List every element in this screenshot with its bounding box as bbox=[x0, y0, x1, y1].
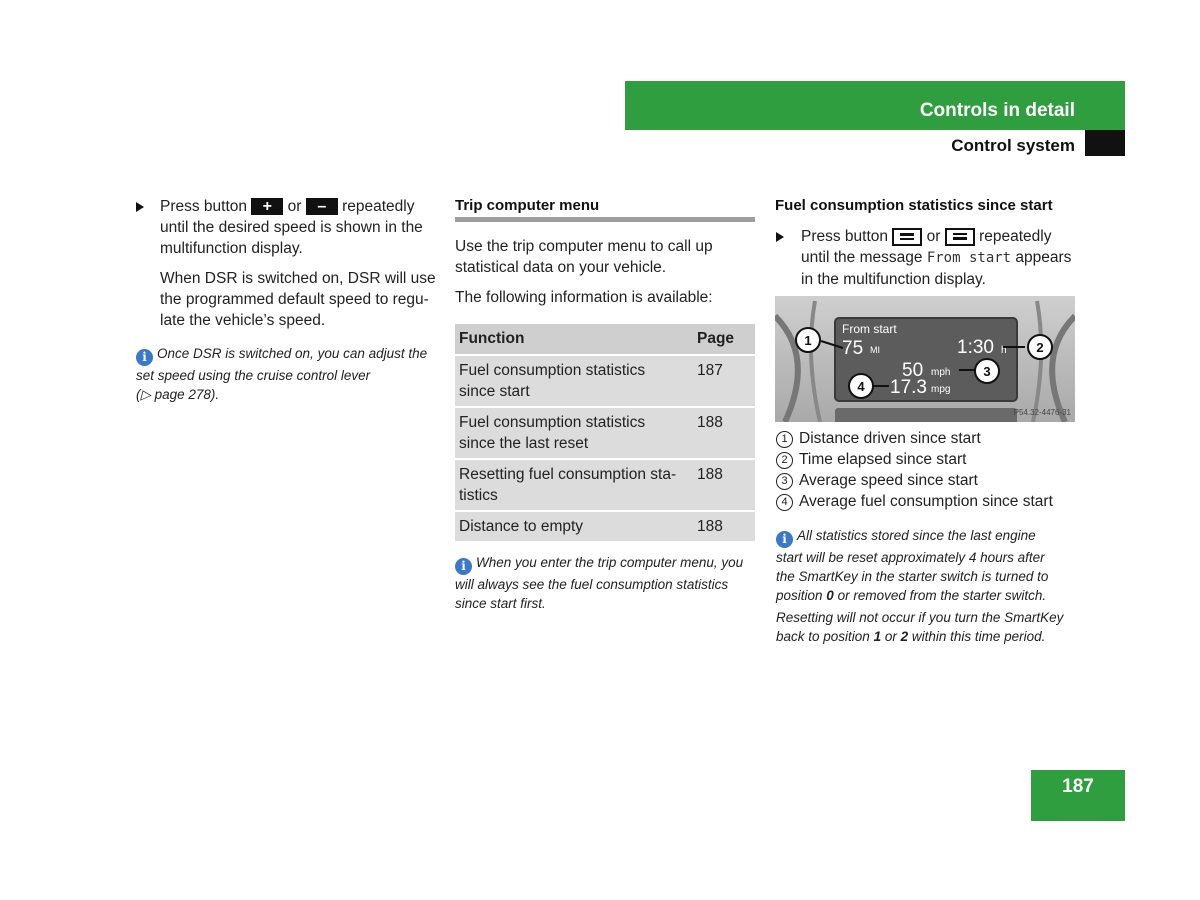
bullet-arrow-icon bbox=[776, 232, 784, 242]
info-icon: i bbox=[776, 531, 793, 548]
step-text: Press button bbox=[160, 198, 248, 215]
trip-menu-title: Trip computer menu bbox=[455, 197, 600, 214]
header-function: Function bbox=[455, 324, 693, 354]
note-line: When you enter the trip computer menu, you bbox=[476, 555, 744, 570]
step-or: or bbox=[926, 228, 941, 245]
note-line: back to position bbox=[776, 629, 874, 644]
display-distance: 75 bbox=[842, 338, 864, 359]
legend-text: Time elapsed since start bbox=[799, 451, 967, 468]
para-line: late the vehicle’s speed. bbox=[160, 312, 326, 329]
intro-line: statistical data on your vehicle. bbox=[455, 259, 667, 276]
cell-page: 188 bbox=[693, 460, 755, 510]
legend-item bbox=[776, 491, 1096, 512]
cell-page: 188 bbox=[693, 512, 755, 541]
step-line: multifunction display. bbox=[160, 240, 303, 257]
header-page: Page bbox=[693, 324, 755, 354]
note-line: start will be reset approximately 4 hours after bbox=[776, 550, 1045, 565]
plus-button-icon: + bbox=[251, 198, 283, 215]
step-text: Press button bbox=[801, 228, 889, 245]
cell-function bbox=[455, 356, 693, 406]
note-line: since start first. bbox=[455, 596, 546, 611]
note-line: or removed from the starter switch. bbox=[833, 588, 1047, 603]
display-fuel-unit: mpg bbox=[931, 384, 951, 395]
callout-1: 1 bbox=[804, 333, 812, 348]
display-fuel: 17.3 bbox=[890, 377, 927, 398]
col1-note bbox=[136, 344, 446, 404]
note-line: or bbox=[881, 629, 901, 644]
position-value: 0 bbox=[826, 588, 834, 603]
cell-function bbox=[455, 408, 693, 458]
cell-line: Fuel consumption statistics bbox=[459, 362, 646, 379]
step-line: appears bbox=[1015, 249, 1072, 266]
bullet-arrow-icon bbox=[136, 202, 144, 212]
note-line: Resetting will not occur if you turn the SmartKey bbox=[776, 610, 1064, 625]
cell-line: Distance to empty bbox=[459, 518, 584, 535]
cell-function bbox=[455, 460, 693, 510]
subsection-title: Control system bbox=[951, 136, 1075, 155]
step-text-post: repeatedly bbox=[342, 198, 415, 215]
note-line: (▷ page 278). bbox=[136, 387, 220, 402]
table-row bbox=[455, 512, 755, 541]
intro-line: Use the trip computer menu to call up bbox=[455, 238, 713, 255]
col3-note2 bbox=[776, 608, 1096, 646]
display-header: From start bbox=[842, 322, 897, 336]
note-line: set speed using the cruise control lever bbox=[136, 368, 371, 383]
position-value: 2 bbox=[900, 629, 909, 644]
legend-number: 2 bbox=[776, 452, 793, 469]
step-line: until the message bbox=[801, 249, 923, 266]
display-speed-unit: mph bbox=[931, 367, 951, 378]
step-line: until the desired speed is shown in the bbox=[160, 219, 423, 236]
cell-page: 187 bbox=[693, 356, 755, 406]
title-rule bbox=[455, 217, 755, 222]
display-distance-unit: MI bbox=[870, 345, 880, 355]
legend-item bbox=[776, 449, 1096, 470]
para-line: When DSR is switched on, DSR will use bbox=[160, 270, 436, 287]
cell-function bbox=[455, 512, 693, 541]
page-number: 187 bbox=[1031, 770, 1125, 821]
legend-item bbox=[776, 470, 1096, 491]
legend-item bbox=[776, 428, 1096, 449]
instrument-display-illustration bbox=[775, 296, 1075, 422]
legend-number: 3 bbox=[776, 473, 793, 490]
table-header-row bbox=[455, 324, 755, 354]
note-line: All statistics stored since the last engine bbox=[797, 528, 1036, 543]
cell-page: 188 bbox=[693, 408, 755, 458]
note-line: the SmartKey in the starter switch is turned to bbox=[776, 569, 1049, 584]
para-line: the programmed default speed to regu- bbox=[160, 291, 429, 308]
col1-paragraph bbox=[160, 268, 450, 331]
table-row bbox=[455, 356, 755, 406]
display-svg bbox=[775, 296, 1075, 422]
legend-number: 4 bbox=[776, 494, 793, 511]
display-message: From start bbox=[926, 250, 1012, 266]
note-line: position bbox=[776, 588, 827, 603]
col3-note bbox=[776, 526, 1096, 605]
step-line: in the multifunction display. bbox=[801, 271, 986, 288]
section-title: Controls in detail bbox=[919, 100, 1075, 121]
callout-4: 4 bbox=[857, 379, 865, 394]
position-value: 1 bbox=[873, 629, 882, 644]
display-time: 1:30 bbox=[957, 337, 994, 358]
display-speed: 50 bbox=[902, 360, 924, 381]
note-line: will always see the fuel consumption statistics bbox=[455, 577, 729, 592]
legend-number: 1 bbox=[776, 431, 793, 448]
table-row bbox=[455, 460, 755, 510]
info-icon: i bbox=[455, 558, 472, 575]
trip-intro bbox=[455, 236, 755, 278]
cell-line: since start bbox=[459, 383, 530, 400]
legend-list bbox=[776, 428, 1096, 512]
step-or: or bbox=[287, 198, 302, 215]
col2-note bbox=[455, 553, 765, 613]
minus-button-icon: – bbox=[306, 198, 338, 215]
image-code: P54.32-4476-31 bbox=[1013, 408, 1071, 417]
legend-text: Average fuel consumption since start bbox=[799, 493, 1053, 510]
note-line: within this time period. bbox=[908, 629, 1046, 644]
col3-step bbox=[776, 226, 1086, 290]
callout-2: 2 bbox=[1036, 340, 1044, 355]
display-down-button-icon bbox=[945, 228, 975, 246]
col1-step bbox=[136, 196, 436, 259]
step-text-post: repeatedly bbox=[979, 228, 1052, 245]
header-marker bbox=[1085, 130, 1125, 156]
display-up-button-icon bbox=[892, 228, 922, 246]
info-icon: i bbox=[136, 349, 153, 366]
fuel-stats-title: Fuel consumption statistics since start bbox=[775, 197, 1053, 214]
cell-line: since the last reset bbox=[459, 435, 589, 452]
display-time-unit: h bbox=[1001, 345, 1007, 356]
cell-line: tistics bbox=[459, 487, 498, 504]
legend-text: Distance driven since start bbox=[799, 430, 981, 447]
callout-3: 3 bbox=[983, 364, 991, 379]
note-line: Once DSR is switched on, you can adjust the bbox=[157, 346, 428, 361]
table-row bbox=[455, 408, 755, 458]
trip-table bbox=[455, 322, 755, 543]
available-text: The following information is available: bbox=[455, 289, 713, 306]
legend-text: Average speed since start bbox=[799, 472, 978, 489]
cell-line: Resetting fuel consumption sta- bbox=[459, 466, 677, 483]
cell-line: Fuel consumption statistics bbox=[459, 414, 646, 431]
